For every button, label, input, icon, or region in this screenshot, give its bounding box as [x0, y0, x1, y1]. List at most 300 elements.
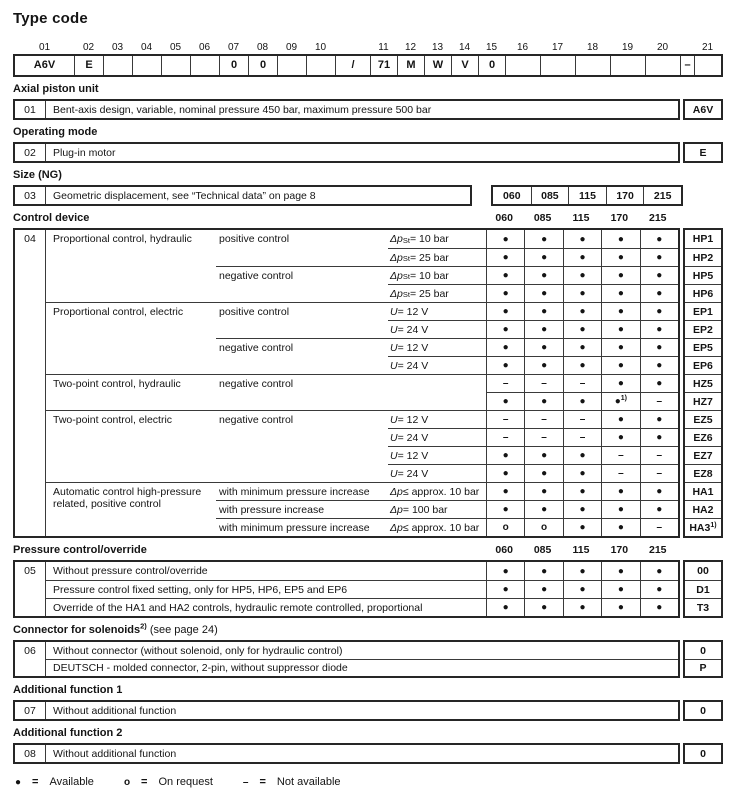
row-description: Two-point control, hydraulic [46, 374, 216, 392]
availability-mark [601, 580, 639, 598]
table-row [15, 428, 678, 446]
mark-symbol: ● [502, 233, 509, 245]
legend-item [15, 776, 94, 788]
mark-symbol: ● [541, 504, 548, 515]
parameter-cell: Δp St = 25 bar [388, 284, 486, 302]
code-box-separator: / [335, 56, 370, 75]
row-description: DEUTSCH - molded connector, 2-pin, without suppressor diode [46, 659, 678, 676]
code-column [683, 560, 723, 618]
mark-symbol: ● [541, 324, 548, 335]
parameter-tail: = 24 V [397, 431, 429, 444]
table-main [13, 99, 680, 120]
mark-symbol: ● [579, 450, 586, 461]
code-value [685, 356, 721, 374]
availability-mark [524, 500, 562, 518]
mark-symbol: ● [656, 378, 663, 389]
mark-symbol: ● [656, 414, 663, 425]
code-box-04 [132, 56, 161, 75]
table-main [13, 743, 680, 764]
mark-symbol: ● [579, 233, 586, 245]
availability-mark [563, 482, 601, 500]
section-pressure-control-override [13, 544, 736, 618]
availability-mark [486, 338, 524, 356]
availability-mark [563, 266, 601, 284]
mark-symbol: ● [656, 288, 663, 299]
code-text: E [699, 146, 707, 159]
mark-symbol: ● [502, 584, 509, 595]
availability-mark [563, 410, 601, 428]
mark-symbol: ● [579, 565, 586, 577]
equals-sign: = [141, 776, 148, 788]
section-table [13, 99, 736, 120]
row-description: Override of the HA1 and HA2 controls, hydraulic remote controlled, proportional [46, 598, 486, 616]
code-text: HP5 [692, 269, 714, 282]
mark-symbol: ● [541, 468, 548, 479]
code-column [683, 640, 723, 678]
section-additional-function-2 [13, 727, 736, 764]
legend-label: Available [49, 776, 94, 788]
mark-symbol: ● [656, 342, 663, 353]
size-column-headers [485, 212, 677, 225]
availability-mark [524, 482, 562, 500]
row-number [15, 410, 46, 428]
section-heading-note: (see page 24) [146, 624, 218, 636]
row-number [15, 598, 46, 616]
availability-mark [640, 230, 678, 248]
mark-symbol: – [502, 414, 509, 425]
row-number [15, 428, 46, 446]
availability-mark [486, 356, 524, 374]
code-text: 0 [700, 644, 706, 657]
code-column-number: 17 [551, 42, 564, 53]
code-column-number [335, 41, 370, 54]
availability-mark [524, 446, 562, 464]
table-row [15, 320, 678, 338]
code-box-11: 71 [370, 56, 397, 75]
mark-symbol: – [502, 432, 509, 443]
mark-symbol: ● [617, 360, 624, 371]
section-title: Axial piston unit [13, 83, 99, 95]
parameter-symbol: U [390, 323, 398, 336]
mark-symbol: – [656, 468, 663, 479]
mark-symbol: ● [617, 565, 624, 577]
section-table [13, 640, 736, 678]
section-operating-mode [13, 126, 736, 163]
row-description [46, 338, 216, 356]
mark-symbol: ● [617, 378, 624, 389]
availability-mark [524, 518, 562, 536]
code-text: 0 [700, 747, 706, 760]
section-heading [13, 544, 736, 558]
mark-symbol: ● [579, 288, 586, 299]
parameter-symbol: U [390, 413, 398, 426]
section-additional-function-1 [13, 684, 736, 721]
availability-mark [601, 482, 639, 500]
availability-mark [640, 338, 678, 356]
code-box-05 [161, 56, 190, 75]
row-subdescription: negative control [216, 374, 388, 392]
parameter-cell [388, 464, 486, 482]
mark-symbol: ● [617, 602, 624, 613]
code-box-21 [694, 56, 721, 75]
mark-symbol: ● [617, 522, 624, 533]
availability-mark [640, 356, 678, 374]
code-column-number: 02 [82, 42, 95, 53]
page-title: Type code [13, 10, 88, 27]
code-box-separator: – [680, 56, 694, 75]
code-value [685, 500, 721, 518]
availability-mark [486, 302, 524, 320]
code-text: A6V [692, 103, 714, 116]
mark-symbol: ● [502, 306, 509, 317]
parameter-symbol: U [390, 467, 398, 480]
section-table [13, 700, 736, 721]
mark-symbol: ● [656, 432, 663, 443]
row-description [46, 518, 216, 536]
availability-mark [563, 374, 601, 392]
mark-symbol: ● [541, 602, 548, 613]
size-value: 215 [643, 187, 681, 204]
table-row [15, 338, 678, 356]
row-number [15, 266, 46, 284]
code-value [685, 410, 721, 428]
availability-mark [486, 266, 524, 284]
size-column-headers [485, 544, 677, 557]
section-title: Additional function 2 [13, 727, 123, 739]
availability-mark [640, 248, 678, 266]
mark-symbol: ● [502, 252, 509, 263]
mark-symbol: ● [617, 342, 624, 353]
code-column-number: 06 [198, 42, 211, 53]
parameter-symbol: U [390, 305, 398, 318]
parameter-cell: Δp St = 25 bar [388, 248, 486, 266]
mark-symbol: ● [614, 396, 621, 407]
mark-symbol: ● [579, 396, 586, 407]
code-value [685, 702, 721, 719]
table-row [15, 500, 678, 518]
parameter-tail: = 12 V [397, 413, 429, 426]
availability-mark [563, 428, 601, 446]
size-value: 115 [568, 187, 606, 204]
availability-mark [601, 338, 639, 356]
row-subdescription [216, 464, 388, 482]
availability-mark [601, 230, 639, 248]
row-description [46, 248, 216, 266]
size-column-label: 170 [610, 212, 629, 224]
mark-symbol: ● [502, 342, 509, 353]
availability-mark [486, 500, 524, 518]
parameter-cell [388, 446, 486, 464]
parameter-tail: = 10 bar [409, 269, 449, 282]
mark-symbol: ● [617, 504, 624, 515]
availability-mark [486, 320, 524, 338]
availability-mark [601, 500, 639, 518]
code-box-14: V [451, 56, 478, 75]
parameter-cell [388, 320, 486, 338]
row-subdescription: with minimum pressure increase [216, 518, 388, 536]
mark-symbol: ● [541, 486, 548, 497]
availability-mark [640, 446, 678, 464]
table-row [15, 392, 678, 410]
mark-symbol: ● [502, 324, 509, 335]
availability-mark [601, 518, 639, 536]
mark-symbol: ● [656, 306, 663, 317]
mark-symbol: ● [617, 486, 624, 497]
mark-symbol: ● [541, 450, 548, 461]
code-box-12: M [397, 56, 424, 75]
mark-symbol: ● [502, 468, 509, 479]
row-number [15, 518, 46, 536]
code-value [685, 392, 721, 410]
mark-symbol: ● [541, 360, 548, 371]
availability-mark: ● 1) [601, 392, 639, 410]
mark-symbol: ● [502, 565, 509, 577]
code-box-16 [505, 56, 540, 75]
mark-symbol: – [656, 522, 663, 533]
row-description: Bent-axis design, variable, nominal pressure 450 bar, maximum pressure 500 bar [53, 103, 432, 116]
code-value [685, 302, 721, 320]
code-value [685, 562, 721, 580]
availability-mark [486, 230, 524, 248]
mark-symbol: ● [541, 252, 548, 263]
availability-mark [524, 598, 562, 616]
mark-symbol: ● [617, 414, 624, 425]
code-text: HZ7 [693, 395, 713, 408]
section-title: Size (NG) [13, 169, 62, 181]
parameter-tail: = 24 V [397, 467, 429, 480]
availability-mark [524, 428, 562, 446]
mark-symbol: – [541, 378, 547, 389]
row-description: Without additional function [53, 747, 177, 760]
section-table [13, 560, 736, 618]
mark-symbol: ● [541, 270, 548, 281]
code-text: HA3 [689, 521, 711, 534]
code-text: HA2 [692, 503, 714, 516]
availability-mark [486, 518, 524, 536]
availability-mark [524, 248, 562, 266]
availability-mark [640, 598, 678, 616]
size-column-label: 215 [648, 544, 667, 556]
row-description [46, 284, 216, 302]
availability-mark [563, 598, 601, 616]
code-text: HZ5 [693, 377, 713, 390]
availability-mark [486, 248, 524, 266]
code-value [685, 284, 721, 302]
row-description: Without pressure control/override [53, 565, 208, 577]
table-row [15, 248, 678, 266]
availability-mark [563, 338, 601, 356]
availability-mark [601, 464, 639, 482]
legend-label: On request [158, 776, 213, 788]
row-number: 07 [15, 702, 46, 719]
availability-mark [640, 302, 678, 320]
mark-symbol: ● [656, 602, 663, 613]
mark-symbol: ● [617, 324, 624, 335]
code-column-number: 18 [586, 42, 599, 53]
row-description: Plug-in motor [53, 146, 116, 159]
availability-mark [524, 374, 562, 392]
code-box-01: A6V [33, 59, 56, 71]
parameter-cell [388, 356, 486, 374]
section-heading [13, 621, 736, 638]
table-row [15, 187, 470, 204]
availability-mark [563, 580, 601, 598]
table-main [13, 228, 680, 538]
code-box-06 [190, 56, 219, 75]
row-description: Proportional control, hydraulic [53, 232, 192, 245]
mark-symbol: ● [502, 288, 509, 299]
legend [15, 776, 736, 788]
code-box-07: 0 [219, 56, 248, 75]
code-column-number: 07 [227, 42, 240, 53]
availability-mark [601, 598, 639, 616]
parameter-symbol: U [390, 449, 398, 462]
section-heading [13, 212, 736, 226]
row-subdescription: negative control [216, 338, 388, 356]
row-number: 02 [15, 144, 46, 161]
code-box-03 [103, 56, 132, 75]
mark-symbol: ● [656, 360, 663, 371]
mark-symbol: ● [656, 504, 663, 515]
row-number [15, 464, 46, 482]
parameter-tail: = 10 bar [409, 233, 449, 245]
code-column-number: 19 [621, 42, 634, 53]
size-column-label: 215 [648, 212, 667, 224]
row-number [15, 356, 46, 374]
parameter-cell [388, 518, 486, 536]
table-row [15, 518, 678, 536]
table-row [15, 266, 678, 284]
mark-symbol: – [618, 468, 624, 479]
parameter-cell [388, 338, 486, 356]
mark-symbol: ● [656, 233, 663, 245]
mark-symbol: ● [617, 584, 624, 595]
code-value [685, 745, 721, 762]
code-text: D1 [696, 583, 710, 596]
legend-item [124, 776, 213, 788]
row-subdescription: negative control [216, 266, 388, 284]
parameter-tail: = 25 bar [409, 287, 449, 300]
availability-mark [486, 482, 524, 500]
table-main [13, 185, 472, 206]
row-number [15, 482, 46, 500]
mark-symbol: ● [541, 584, 548, 595]
row-subdescription [216, 392, 388, 410]
code-text: 00 [697, 565, 709, 577]
table-main [13, 142, 680, 163]
table-main [13, 700, 680, 721]
code-column-number: 15 [485, 42, 498, 53]
size-column-label: 115 [572, 212, 590, 224]
table-row [15, 598, 678, 616]
size-column-label: 060 [495, 544, 513, 556]
code-column [683, 142, 723, 163]
parameter-symbol: Δp [390, 233, 403, 245]
legend-label: Not available [276, 776, 341, 788]
parameter-tail: = 12 V [397, 449, 429, 462]
row-number [15, 320, 46, 338]
code-text: EP1 [693, 305, 713, 318]
parameter-tail: = 25 bar [409, 251, 449, 264]
mark-symbol: ● [502, 396, 509, 407]
row-number [15, 446, 46, 464]
parameter-cell [388, 428, 486, 446]
row-subdescription [216, 428, 388, 446]
code-text: HA1 [692, 485, 714, 498]
size-column-label: 115 [572, 544, 590, 556]
code-value: HA3 1) [685, 518, 721, 536]
mark-symbol: ● [579, 252, 586, 263]
row-subdescription: negative control [216, 410, 388, 428]
parameter-cell [388, 482, 486, 500]
mark-symbol: ● [502, 602, 509, 613]
section-title: Pressure control/override [13, 544, 147, 556]
row-subdescription [216, 320, 388, 338]
code-text: EP5 [693, 341, 713, 354]
row-description [46, 464, 216, 482]
availability-mark [640, 464, 678, 482]
code-column-number: 11 [378, 42, 389, 53]
code-column-number: 16 [516, 42, 529, 53]
code-strip [13, 54, 723, 77]
code-text: HP1 [692, 233, 714, 245]
code-box-10 [306, 56, 335, 75]
parameter-cell: Δp St = 10 bar [388, 266, 486, 284]
size-value: 085 [531, 187, 569, 204]
row-description [46, 266, 216, 284]
table-row [15, 580, 678, 598]
row-number [15, 500, 46, 518]
code-text: P [699, 662, 707, 674]
mark-symbol: – [618, 450, 624, 461]
availability-mark [486, 374, 524, 392]
section-heading [13, 727, 736, 741]
code-column-number: 01 [38, 42, 51, 53]
row-subdescription: positive control [219, 233, 290, 245]
code-box-19 [610, 56, 645, 75]
section-title: Control device [13, 212, 90, 224]
availability-mark [486, 410, 524, 428]
code-value [685, 580, 721, 598]
code-column-number [680, 41, 694, 54]
table-main [13, 640, 680, 678]
section-title: Operating mode [13, 126, 98, 138]
row-subdescription: with pressure increase [216, 500, 388, 518]
code-column-number: 09 [285, 42, 298, 53]
code-box-18 [575, 56, 610, 75]
availability-mark [486, 428, 524, 446]
size-value: 060 [503, 189, 521, 202]
table-row [15, 101, 678, 118]
parameter-tail: = 12 V [397, 341, 429, 354]
availability-mark [601, 266, 639, 284]
mark-symbol: – [541, 432, 547, 443]
code-value [685, 428, 721, 446]
mark-symbol: – [502, 378, 509, 389]
table-row [15, 302, 678, 320]
code-column-number: 04 [140, 42, 153, 53]
code-box-09 [277, 56, 306, 75]
row-description: Proportional control, electric [46, 302, 216, 320]
equals-sign: = [259, 776, 266, 788]
legend-item [243, 776, 341, 788]
legend-symbol: ● [15, 776, 22, 788]
row-description: Geometric displacement, see “Technical data” on page 8 [53, 189, 316, 202]
availability-mark [524, 320, 562, 338]
availability-mark [601, 446, 639, 464]
availability-mark [640, 500, 678, 518]
row-number [15, 659, 46, 676]
